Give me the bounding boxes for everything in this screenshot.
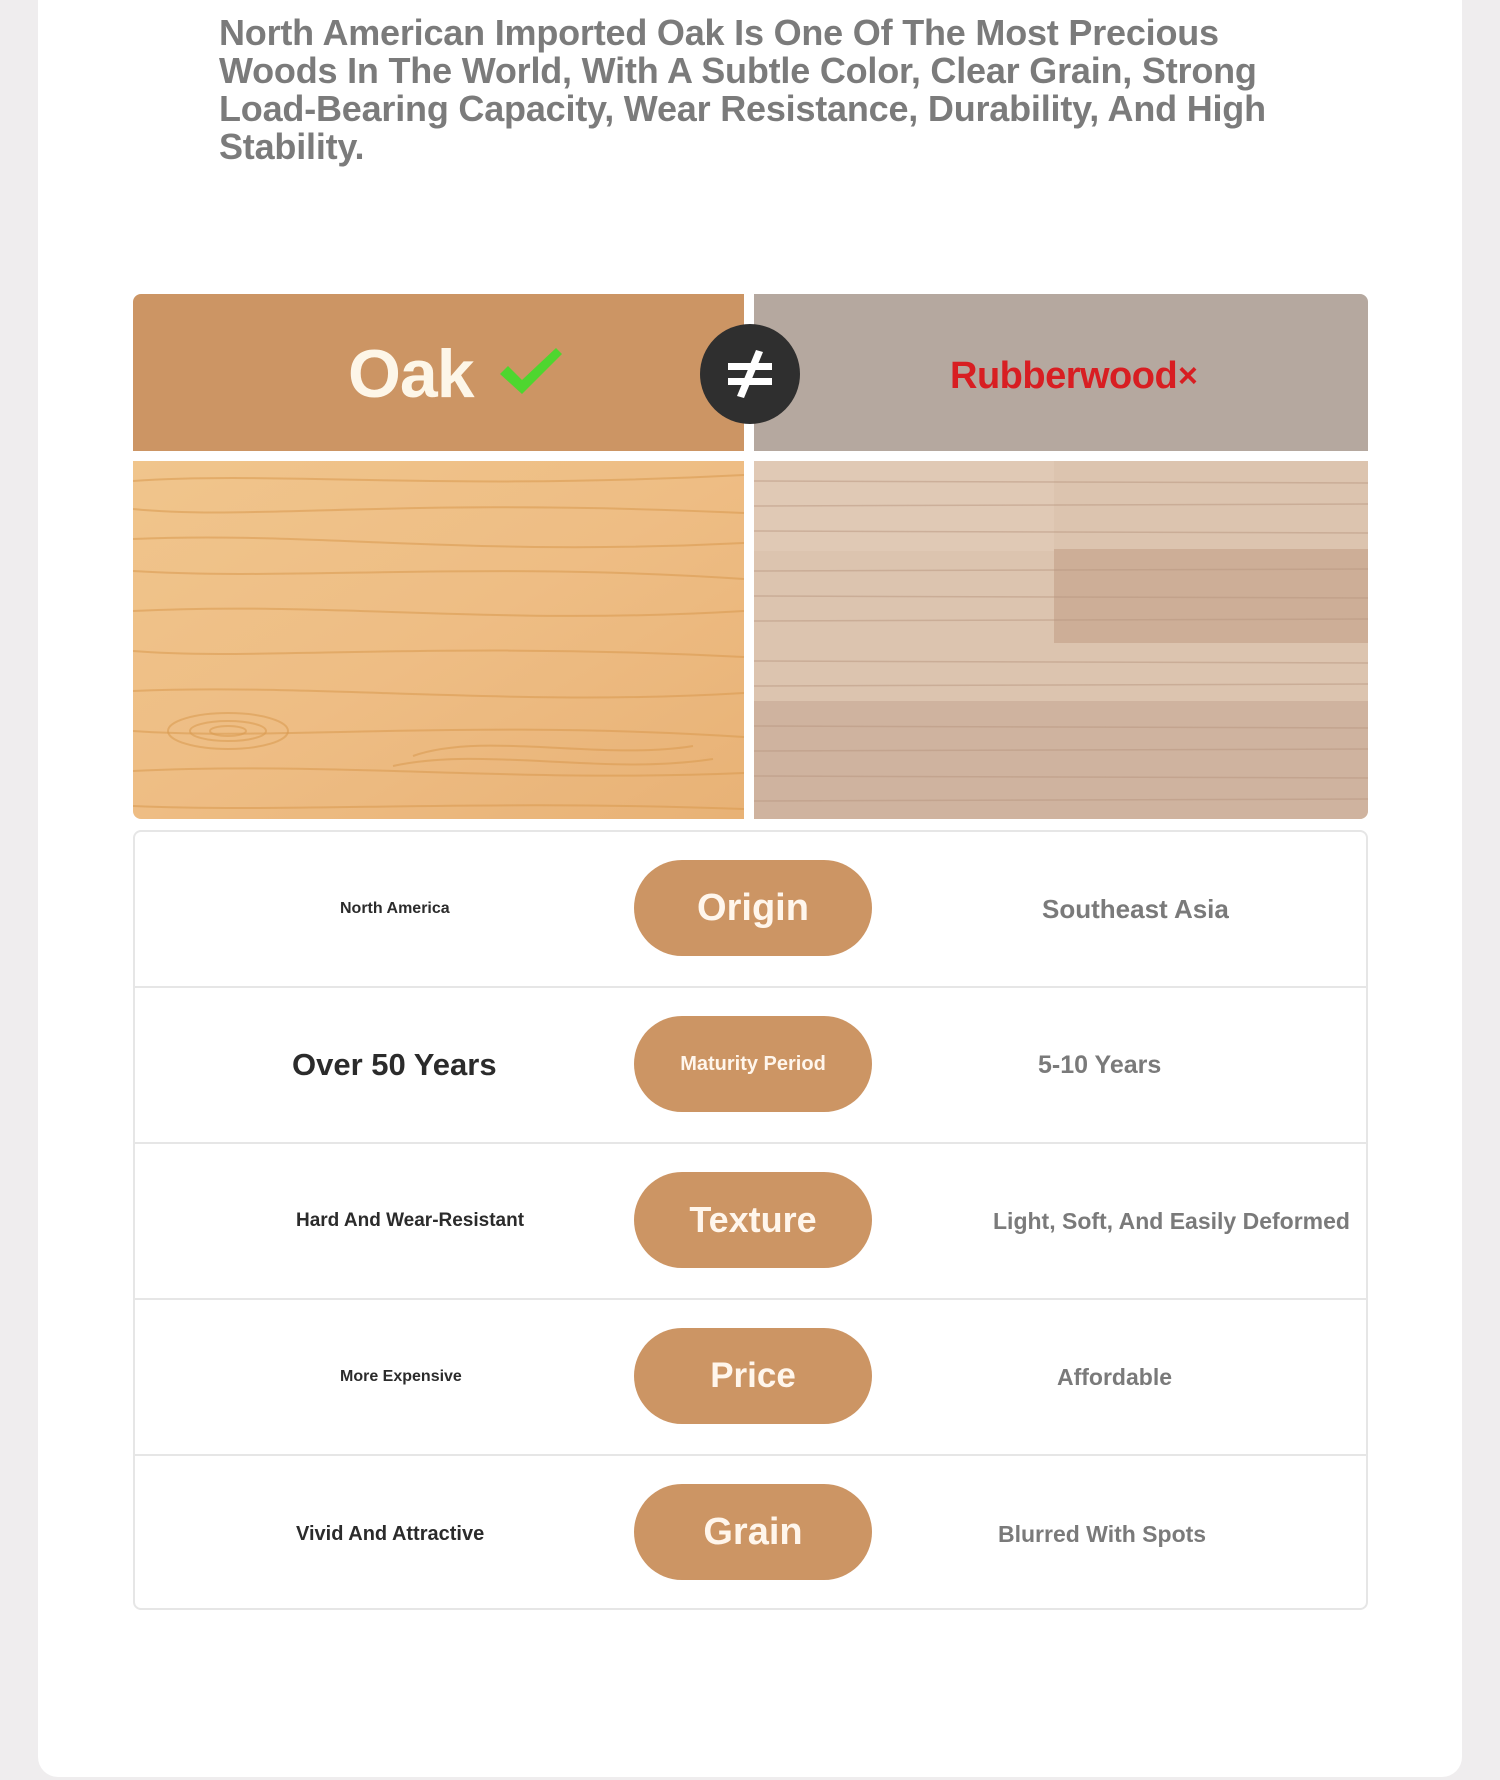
attribute-pill: Grain: [634, 1484, 872, 1580]
rubberwood-value: Southeast Asia: [1042, 893, 1229, 924]
headline-text: North American Imported Oak Is One Of The Most Precious Woods In The World, With A Subtle Color, Clear Grain, Strong Load-Bearing Capacity, Wear Resistance, Durability, And High Stability.: [219, 12, 1266, 167]
rubberwood-value: Affordable: [1057, 1363, 1172, 1390]
table-row: [135, 832, 1366, 988]
oak-header: [133, 294, 744, 451]
attribute-pill: Texture: [634, 1172, 872, 1268]
table-row: [135, 1144, 1366, 1300]
rubberwood-header: [754, 294, 1368, 451]
oak-wood-image: [133, 461, 744, 819]
rubberwood-value: Blurred With Spots: [998, 1520, 1207, 1547]
table-row: [135, 988, 1366, 1144]
attribute-pill: Origin: [634, 860, 872, 956]
rubberwood-label: Rubberwood: [950, 355, 1178, 397]
rubberwood-value: 5-10 Years: [1038, 1050, 1162, 1079]
oak-value: North America: [340, 900, 450, 917]
check-icon: [496, 346, 564, 398]
comparison-table: [133, 830, 1368, 1610]
rubberwood-image: [754, 461, 1368, 819]
oak-label: Oak: [348, 336, 474, 412]
rubberwood-value: Light, Soft, And Easily Deformed: [993, 1207, 1350, 1234]
oak-value: Vivid And Attractive: [296, 1522, 485, 1545]
attribute-pill: Maturity Period: [634, 1016, 872, 1112]
not-equal-icon: [700, 324, 800, 424]
table-row: [135, 1300, 1366, 1456]
cross-icon: ×: [1178, 357, 1198, 395]
oak-value: Over 50 Years: [292, 1047, 497, 1082]
table-row: [135, 1456, 1366, 1612]
attribute-pill: Price: [634, 1328, 872, 1424]
oak-value: More Expensive: [340, 1368, 462, 1385]
oak-value: Hard And Wear-Resistant: [296, 1210, 525, 1231]
